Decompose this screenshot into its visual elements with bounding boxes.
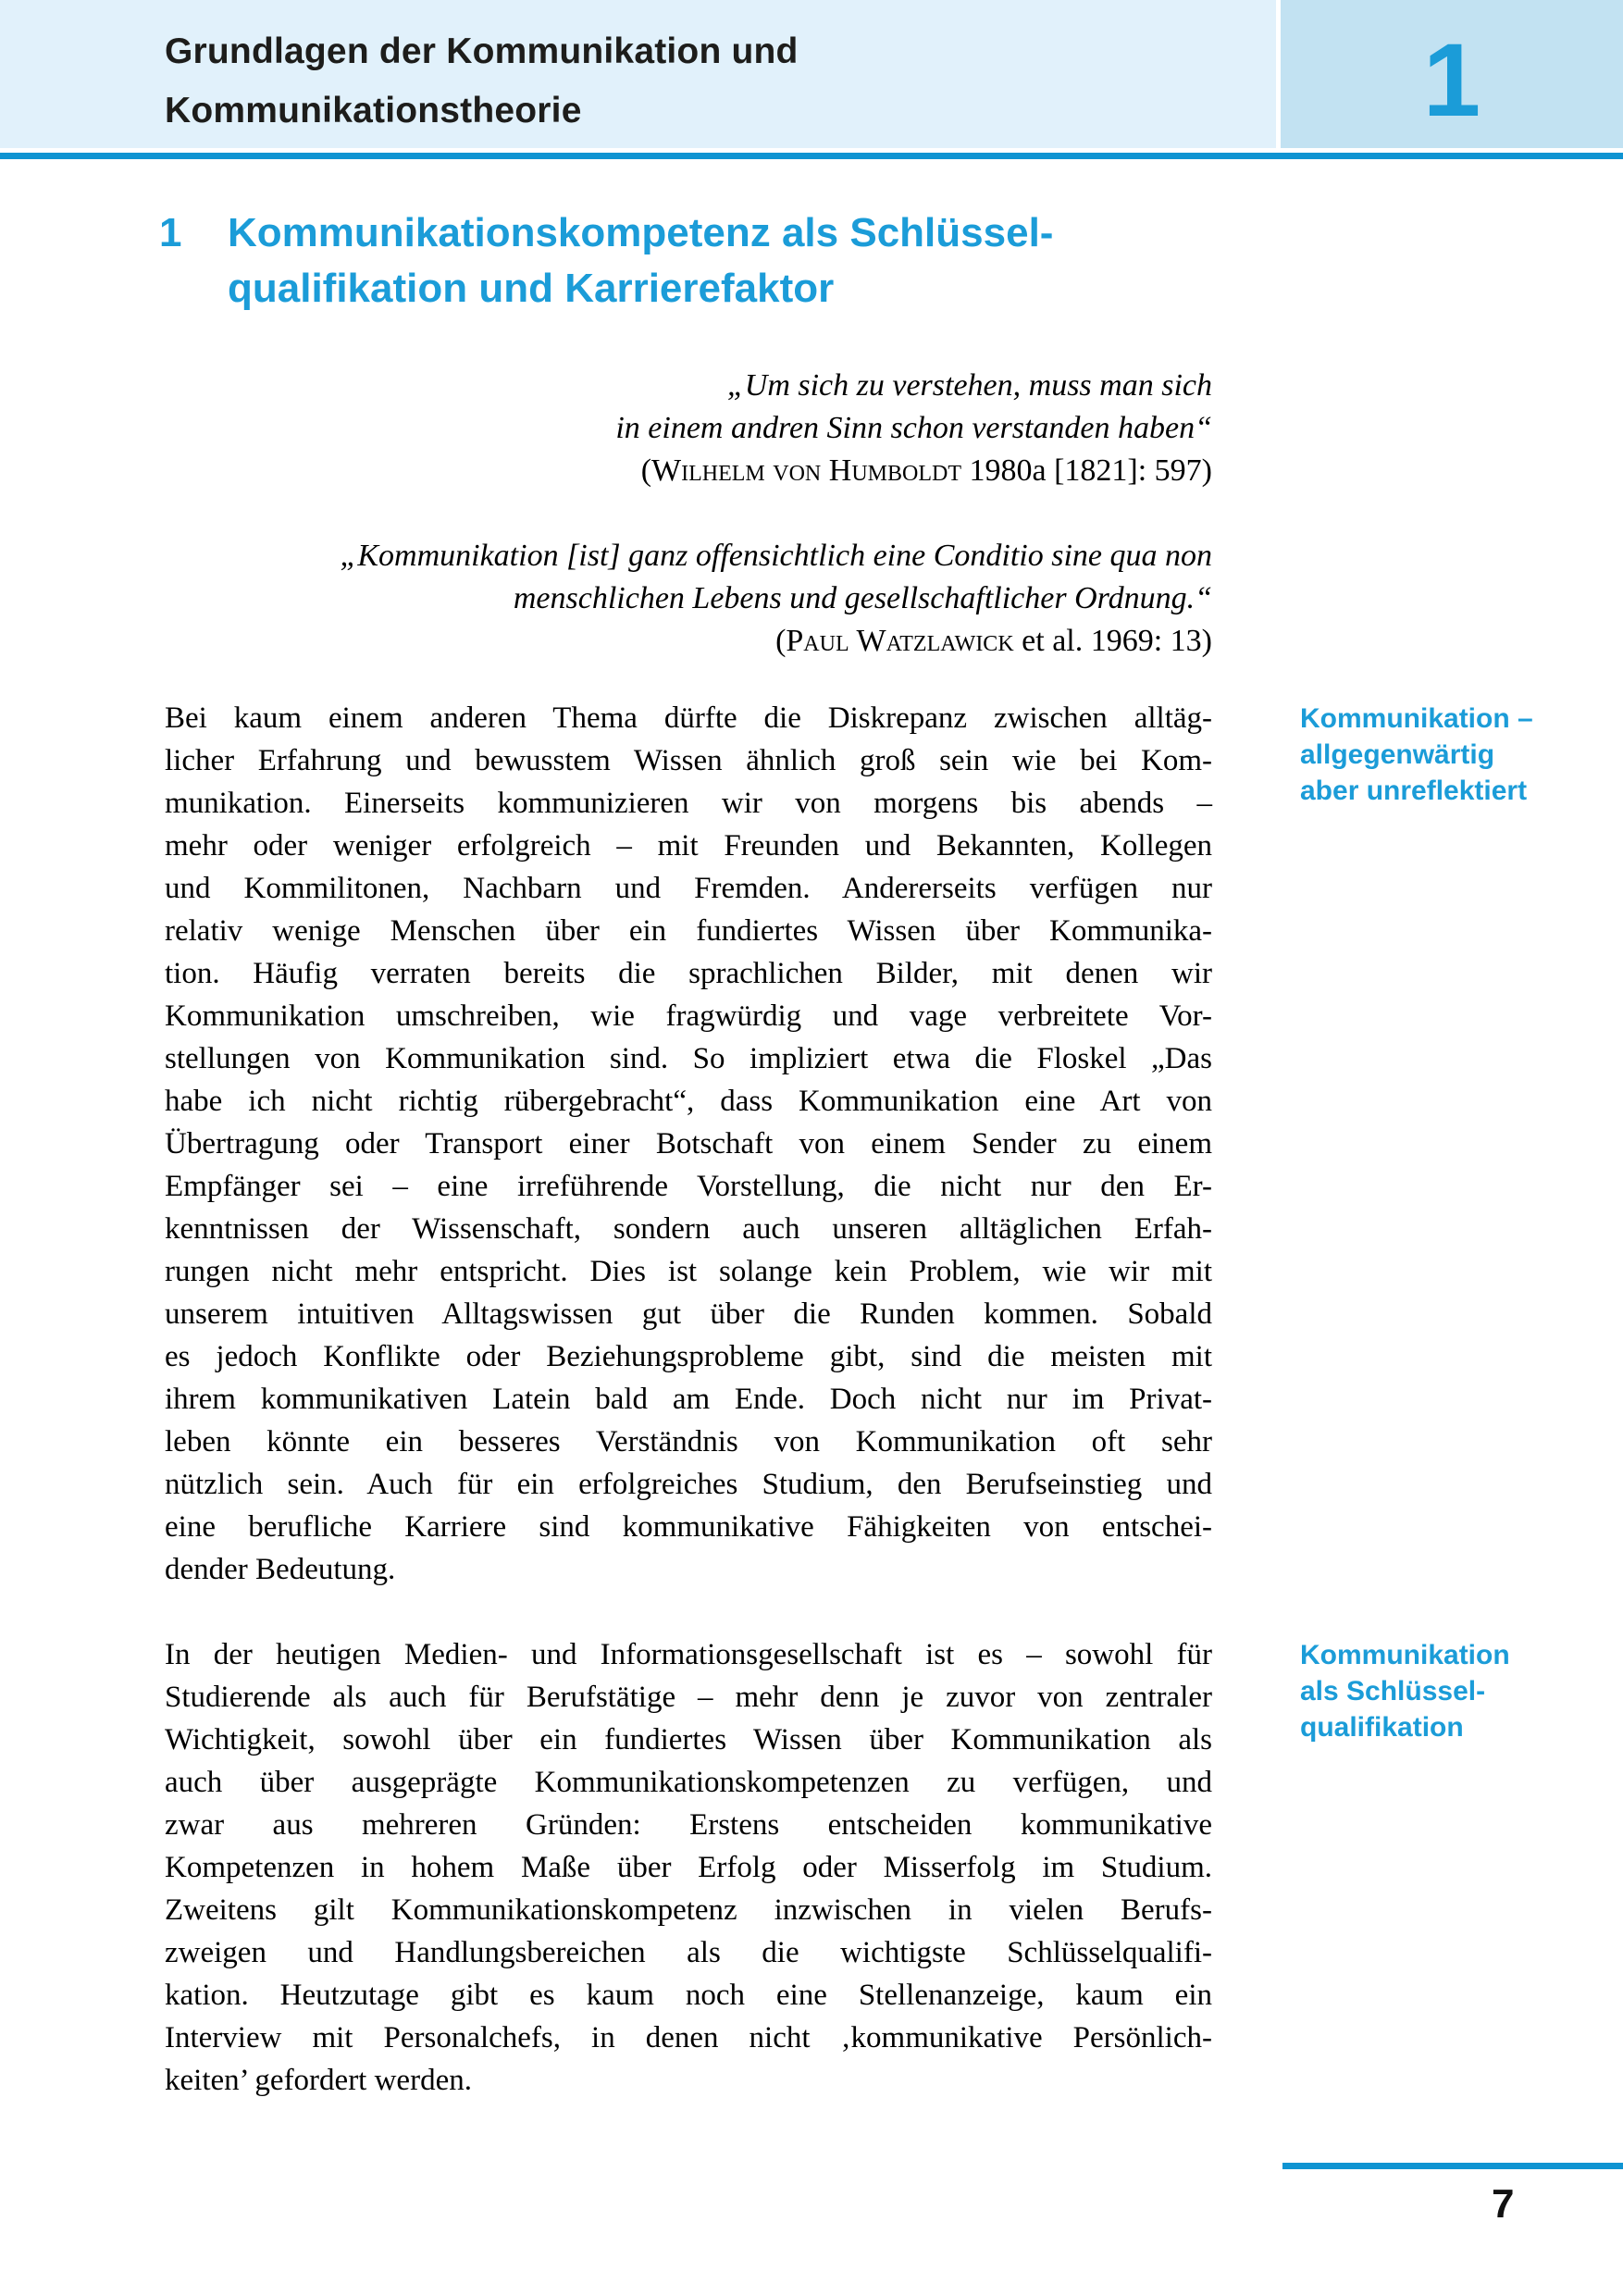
- chapter-number-box: [1281, 0, 1623, 148]
- quote-lines: [165, 535, 1212, 620]
- text-line: rungen nicht mehr entspricht. Dies ist solange kein Problem, wie wir mit: [165, 1255, 1212, 1288]
- citation-reference: 1980a [1821]: 597): [960, 453, 1212, 488]
- text-line: keiten’ gefordert werden.: [165, 2064, 472, 2097]
- text-line: licher Erfahrung und bewusstem Wissen ähnlich groß sein wie bei Kom-: [165, 744, 1212, 777]
- text-line: Empfänger sei – eine irreführende Vorstellung, die nicht nur den Er-: [165, 1170, 1212, 1203]
- text-line: es jedoch Konflikte oder Beziehungsprobleme gibt, sind die meisten mit: [165, 1340, 1212, 1373]
- epigraph-quote-humboldt: [165, 365, 1212, 492]
- text-line: Kompetenzen in hohem Maße über Erfolg oder Misserfolg im Studium.: [165, 1851, 1212, 1884]
- text-line: auch über ausgeprägte Kommunikationskompetenzen zu verfügen, und: [165, 1766, 1212, 1799]
- section-title-line2: qualifikation und Karrierefaktor: [228, 266, 835, 311]
- text-line: dender Bedeutung.: [165, 1553, 396, 1586]
- citation-open: (: [775, 624, 787, 658]
- body-paragraph-2: [165, 1633, 1212, 2102]
- text-line: Kommunikation umschreiben, wie fragwürdig und vage verbreitete Vor-: [165, 999, 1212, 1033]
- text-line: „Um sich zu verstehen, muss man sich: [726, 368, 1212, 403]
- text-line: allgegenwärtig: [1300, 739, 1495, 770]
- text-line: Bei kaum einem anderen Thema dürfte die Diskrepanz zwischen alltäg-: [165, 701, 1212, 735]
- quote-citation: [165, 450, 1212, 492]
- chapter-header-band: [0, 0, 1276, 148]
- text-line: nützlich sein. Auch für ein erfolgreiches Studium, den Berufseinstieg und: [165, 1468, 1212, 1501]
- text-line: Zweitens gilt Kommunikationskompetenz inzwischen in vielen Berufs-: [165, 1893, 1212, 1927]
- text-line: habe ich nicht richtig rübergebracht“, dass Kommunikation eine Art von: [165, 1085, 1212, 1118]
- quote-lines: [165, 365, 1212, 450]
- epigraph-quote-watzlawick: [165, 535, 1212, 663]
- text-line: Wichtigkeit, sowohl über ein fundiertes Wissen über Kommunikation als: [165, 1723, 1212, 1756]
- text-line: in einem andren Sinn schon verstanden haben“: [615, 411, 1212, 445]
- margin-note-2: [1300, 1637, 1615, 1745]
- text-line: „Kommunikation [ist] ganz offensichtlich eine Conditio sine qua non: [340, 539, 1212, 573]
- text-line: ihrem kommunikativen Latein bald am Ende. Doch nicht nur im Privat-: [165, 1383, 1212, 1416]
- chapter-header-title-line2: Kommunikationstheorie: [165, 91, 582, 130]
- text-line: menschlichen Lebens und gesellschaftlicher Ordnung.“: [513, 581, 1212, 615]
- citation-open: (: [640, 453, 652, 488]
- text-line: Interview mit Personalchefs, in denen nicht ‚kommunikative Persönlich-: [165, 2021, 1212, 2054]
- margin-note-1: [1300, 701, 1615, 809]
- chapter-header-title: [165, 22, 799, 141]
- text-line: relativ wenige Menschen über ein fundiertes Wissen über Kommunika-: [165, 914, 1212, 948]
- text-line: kenntnissen der Wissenschaft, sondern auch unseren alltäglichen Erfah-: [165, 1212, 1212, 1246]
- citation-author: Wilhelm von Humboldt: [651, 453, 961, 488]
- text-line: tion. Häufig verraten bereits die sprachlichen Bilder, mit denen wir: [165, 957, 1212, 990]
- text-line: eine berufliche Karriere sind kommunikative Fähigkeiten von entschei-: [165, 1510, 1212, 1544]
- text-line: Kommunikation –: [1300, 703, 1533, 734]
- text-line: stellungen von Kommunikation sind. So impliziert etwa die Floskel „Das: [165, 1042, 1212, 1075]
- section-title: [228, 205, 1245, 316]
- text-line: leben könnte ein besseres Verständnis von Kommunikation oft sehr: [165, 1425, 1212, 1458]
- page-number: 7: [1492, 2181, 1515, 2227]
- citation-reference: et al. 1969: 13): [1013, 624, 1212, 658]
- quote-citation: [165, 620, 1212, 663]
- text-line: aber unreflektiert: [1300, 776, 1528, 806]
- section-number: 1: [159, 210, 182, 255]
- text-line: Studierende als auch für Berufstätige – mehr denn je zuvor von zentraler: [165, 1681, 1212, 1714]
- header-rule: [0, 153, 1623, 159]
- text-line: und Kommilitonen, Nachbarn und Fremden. Andererseits verfügen nur: [165, 872, 1212, 905]
- footer-rule: [1282, 2163, 1623, 2169]
- citation-author: Paul Watzlawick: [786, 624, 1014, 658]
- text-line: zwar aus mehreren Gründen: Erstens entscheiden kommunikative: [165, 1808, 1212, 1842]
- section-title-line1: Kommunikationskompetenz als Schlüssel-: [228, 210, 1054, 255]
- text-line: unserem intuitiven Alltagswissen gut über die Runden kommen. Sobald: [165, 1297, 1212, 1331]
- text-line: In der heutigen Medien- und Informationsgesellschaft ist es – sowohl für: [165, 1638, 1212, 1671]
- text-line: als Schlüssel-: [1300, 1676, 1486, 1706]
- text-line: kation. Heutzutage gibt es kaum noch eine Stellenanzeige, kaum ein: [165, 1979, 1212, 2012]
- body-paragraph-1: [165, 697, 1212, 1591]
- chapter-number: 1: [1422, 22, 1481, 138]
- chapter-header-title-line1: Grundlagen der Kommunikation und: [165, 31, 799, 71]
- text-line: mehr oder weniger erfolgreich – mit Freunden und Bekannten, Kollegen: [165, 829, 1212, 863]
- text-line: munikation. Einerseits kommunizieren wir von morgens bis abends –: [165, 787, 1212, 820]
- text-line: zweigen und Handlungsbereichen als die wichtigste Schlüsselqualifi-: [165, 1936, 1212, 1969]
- text-line: Kommunikation: [1300, 1640, 1510, 1670]
- text-line: qualifikation: [1300, 1712, 1464, 1743]
- text-line: Übertragung oder Transport einer Botschaft von einem Sender zu einem: [165, 1127, 1212, 1160]
